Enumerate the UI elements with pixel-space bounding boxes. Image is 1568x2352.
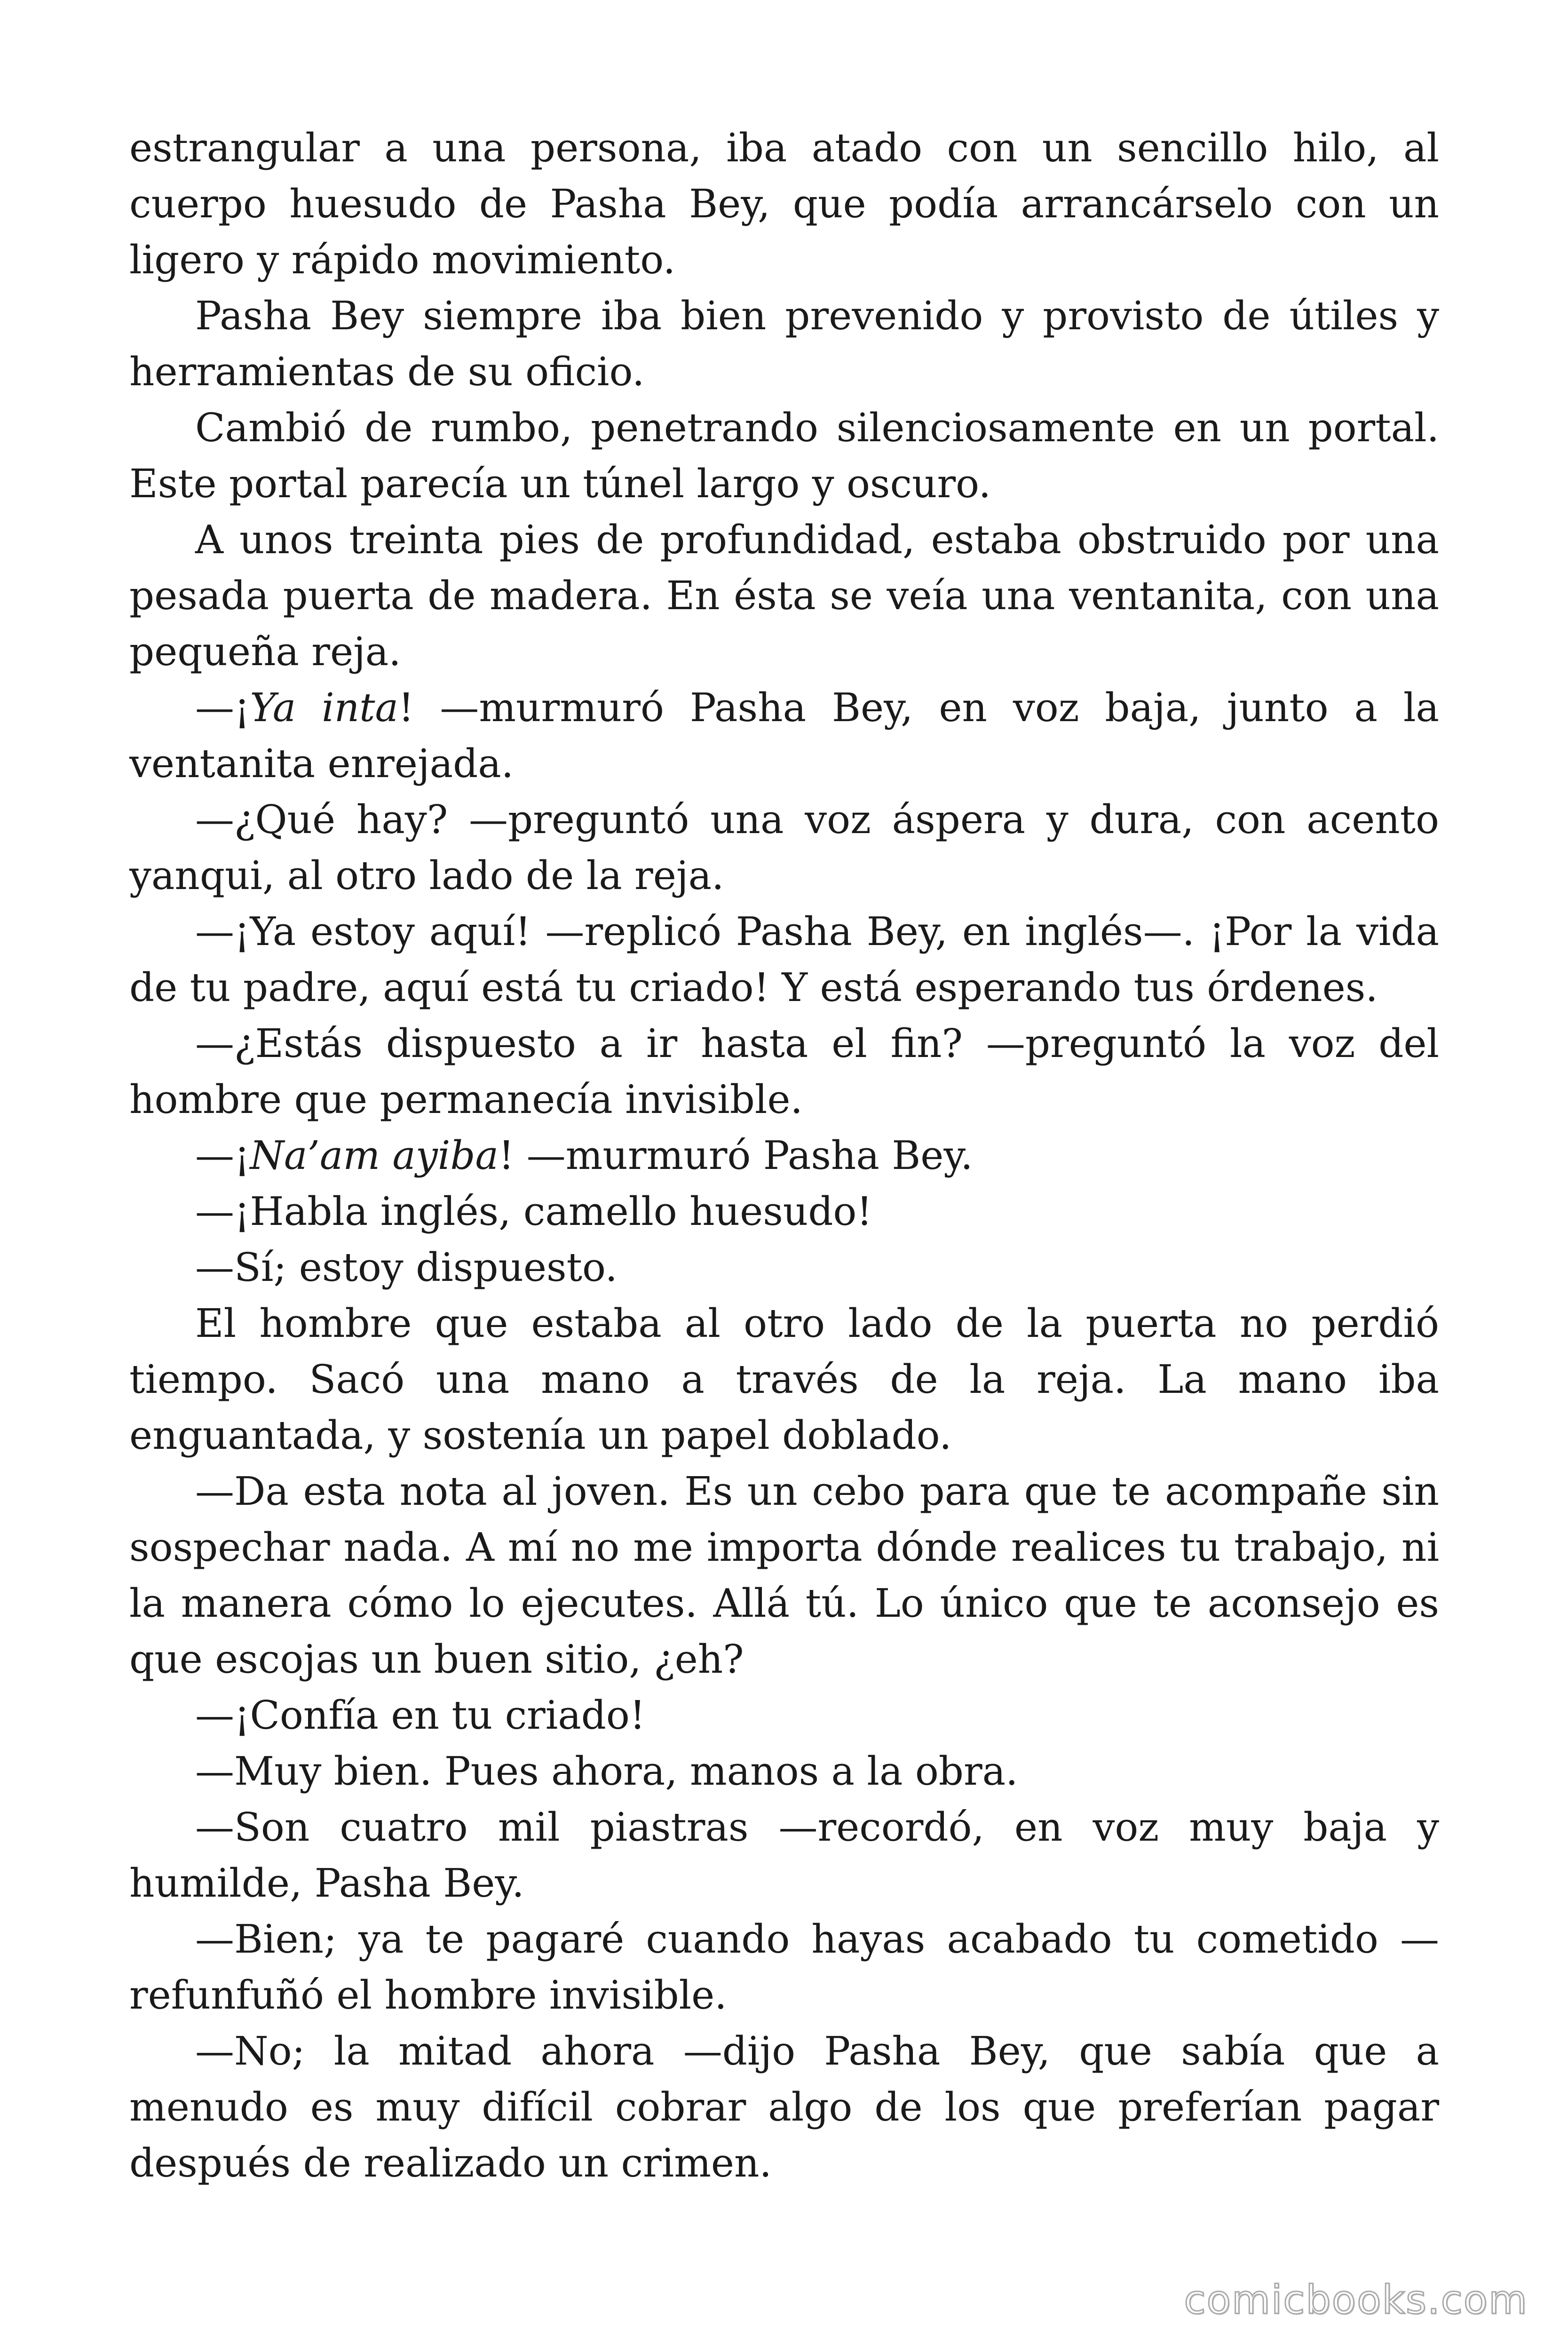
paragraph: —¡Ya estoy aquí! —replicó Pasha Bey, en inglés—. ¡Por la vida de tu padre, aquí está tu criado! Y está esperando tus órdenes. — [129, 909, 1439, 1010]
paragraph: Cambió de rumbo, penetrando silenciosamente en un portal. Este portal parecía un túnel largo y oscuro. — [129, 405, 1439, 507]
body-text — [129, 120, 1439, 2191]
paragraph: —Son cuatro mil piastras —recordó, en voz muy baja y humilde, Pasha Bey. — [129, 1804, 1439, 1906]
paragraph — [129, 1128, 1439, 1184]
paragraph: —Sí; estoy dispuesto. — [195, 1245, 618, 1290]
paragraph: —Da esta nota al joven. Es un cebo para que te acompañe sin sospechar nada. A mí no me importa dónde realices tu trabajo, ni la manera cómo lo ejecutes. Allá tú. Lo único que te aconsejo es que escojas un buen sitio, ¿eh? — [129, 1469, 1439, 1682]
italic-phrase: Na’am ayiba — [250, 1133, 499, 1178]
paragraph: estrangular a una persona, iba atado con un sencillo hilo, al cuerpo huesudo de Pasha Bey, que podía arrancárselo con un ligero y rápido movimiento. — [129, 125, 1439, 283]
paragraph: —Muy bien. Pues ahora, manos a la obra. — [195, 1748, 1018, 1794]
dialogue-open: —¡ — [195, 685, 250, 731]
paragraph: —¡Habla inglés, camello huesudo! — [195, 1189, 872, 1234]
dialogue-rest: ! —murmuró Pasha Bey. — [498, 1133, 973, 1178]
dialogue-rest: ! —murmuró Pasha Bey, en voz baja, junto a la ventanita enrejada. — [129, 685, 1439, 787]
paragraph: A unos treinta pies de profundidad, estaba obstruido por una pesada puerta de madera. En ésta se veía una ventanita, con una pequeña reja. — [129, 517, 1439, 675]
paragraph: El hombre que estaba al otro lado de la puerta no perdió tiempo. Sacó una mano a través de la reja. La mano iba enguantada, y sostenía un papel doblado. — [129, 1301, 1439, 1458]
paragraph — [129, 680, 1439, 792]
paragraph: —¡Confía en tu criado! — [195, 1692, 646, 1738]
paragraph: —No; la mitad ahora —dijo Pasha Bey, que sabía que a menudo es muy difícil cobrar algo de los que preferían pagar después de realizado un crimen. — [129, 2028, 1439, 2186]
italic-phrase: Ya inta — [250, 685, 398, 731]
paragraph: —¿Qué hay? —preguntó una voz áspera y dura, con acento yanqui, al otro lado de la reja. — [129, 797, 1439, 898]
paragraph: —Bien; ya te pagaré cuando hayas acabado tu cometido — refunfuñó el hombre invisible. — [129, 1916, 1439, 2018]
paragraph: Pasha Bey siempre iba bien prevenido y provisto de útiles y herramientas de su oficio. — [129, 293, 1439, 395]
dialogue-open: —¡ — [195, 1133, 250, 1178]
paragraph: —¿Estás dispuesto a ir hasta el fin? —preguntó la voz del hombre que permanecía invisible. — [129, 1021, 1439, 1122]
watermark: comicbooks.com — [1184, 2277, 1528, 2323]
